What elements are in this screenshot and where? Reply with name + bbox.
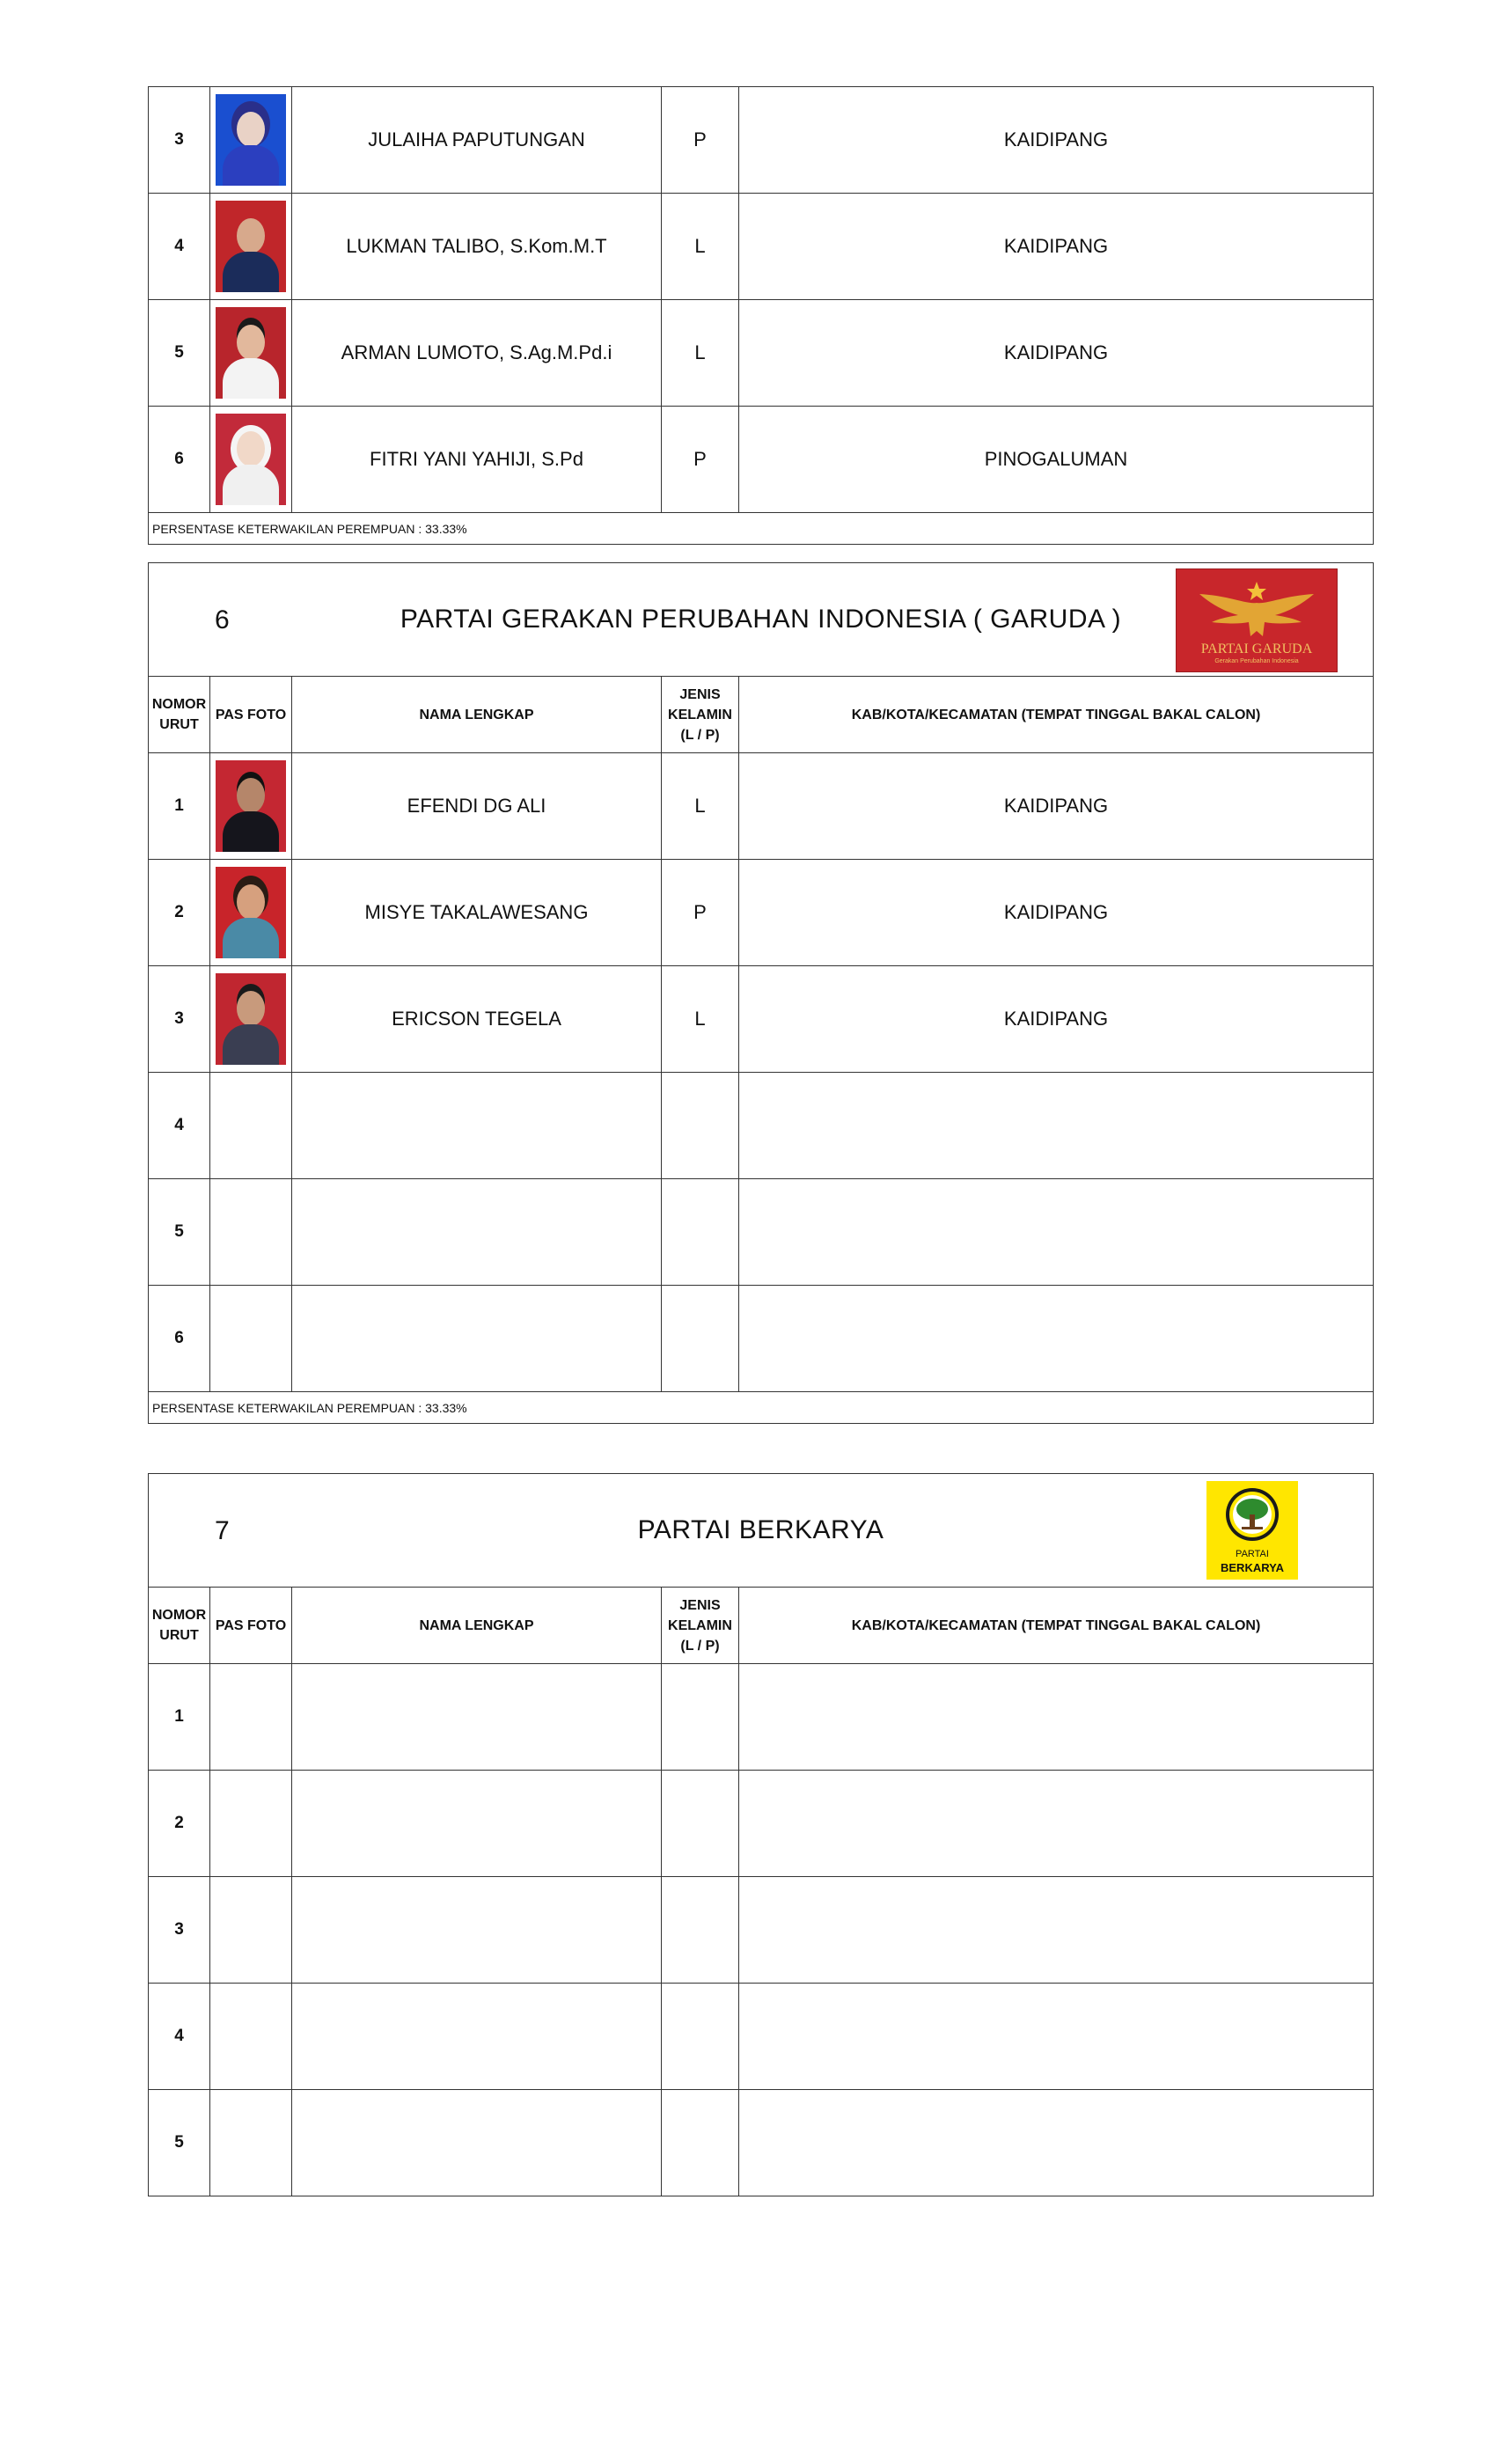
candidate-name: EFENDI DG ALI xyxy=(292,753,662,860)
row-number: 3 xyxy=(149,1877,210,1984)
candidate-address: KAIDIPANG xyxy=(739,87,1374,194)
candidate-gender xyxy=(662,1664,739,1771)
candidate-gender: L xyxy=(662,966,739,1073)
candidate-address xyxy=(739,2090,1374,2196)
candidate-address xyxy=(739,1286,1374,1392)
table-row xyxy=(149,966,1374,1073)
candidate-gender: L xyxy=(662,300,739,407)
row-number: 2 xyxy=(149,860,210,966)
berkarya-logo-text-1: PARTAI xyxy=(1236,1549,1269,1559)
table-row xyxy=(149,2090,1374,2196)
table-row xyxy=(149,1877,1374,1984)
row-number: 6 xyxy=(149,407,210,513)
garuda-logo-text: PARTAI GARUDA xyxy=(1200,642,1313,656)
candidate-table-garuda xyxy=(148,562,1374,1424)
women-representation-percentage: PERSENTASE KETERWAKILAN PEREMPUAN : 33.33% xyxy=(149,513,1374,545)
candidate-photo xyxy=(210,300,292,407)
candidate-photo xyxy=(210,860,292,966)
banyan-tree-icon xyxy=(1206,1481,1298,1546)
candidate-photo xyxy=(210,87,292,194)
row-number: 4 xyxy=(149,1073,210,1179)
row-number: 1 xyxy=(149,1664,210,1771)
candidate-photo xyxy=(210,1877,292,1984)
berkarya-logo-text-2: BERKARYA xyxy=(1221,1561,1284,1574)
candidate-address: KAIDIPANG xyxy=(739,753,1374,860)
candidate-name xyxy=(292,1179,662,1286)
candidate-name: ARMAN LUMOTO, S.Ag.M.Pd.i xyxy=(292,300,662,407)
header-nama-lengkap: NAMA LENGKAP xyxy=(292,1588,662,1664)
table-row xyxy=(149,860,1374,966)
row-number: 5 xyxy=(149,2090,210,2196)
candidate-address xyxy=(739,1664,1374,1771)
candidate-photo xyxy=(210,194,292,300)
header-kab-kota: KAB/KOTA/KECAMATAN (TEMPAT TINGGAL BAKAL CALON) xyxy=(739,677,1374,753)
candidate-name xyxy=(292,1073,662,1179)
women-representation-percentage: PERSENTASE KETERWAKILAN PEREMPUAN : 33.33% xyxy=(149,1392,1374,1424)
header-pas-foto: PAS FOTO xyxy=(210,677,292,753)
candidate-name xyxy=(292,1877,662,1984)
candidate-gender: P xyxy=(662,860,739,966)
row-number: 4 xyxy=(149,194,210,300)
candidate-name xyxy=(292,1286,662,1392)
candidate-address xyxy=(739,1073,1374,1179)
header-nama-lengkap: NAMA LENGKAP xyxy=(292,677,662,753)
party-number: 7 xyxy=(215,1516,230,1545)
document-page xyxy=(148,86,1374,2196)
table-row xyxy=(149,1984,1374,2090)
candidate-photo xyxy=(210,1664,292,1771)
candidate-photo xyxy=(210,1179,292,1286)
candidate-photo xyxy=(210,407,292,513)
candidate-name: ERICSON TEGELA xyxy=(292,966,662,1073)
candidate-address: PINOGALUMAN xyxy=(739,407,1374,513)
candidate-gender xyxy=(662,2090,739,2196)
garuda-logo-subtext: Gerakan Perubahan Indonesia xyxy=(1214,658,1299,664)
candidate-gender xyxy=(662,1073,739,1179)
table-header xyxy=(149,677,1374,753)
candidate-table-previous-party xyxy=(148,86,1374,545)
candidate-name: JULAIHA PAPUTUNGAN xyxy=(292,87,662,194)
table-row xyxy=(149,753,1374,860)
candidate-gender: L xyxy=(662,194,739,300)
candidate-gender xyxy=(662,1286,739,1392)
party-number: 6 xyxy=(215,605,230,634)
candidate-name xyxy=(292,1771,662,1877)
header-pas-foto: PAS FOTO xyxy=(210,1588,292,1664)
candidate-gender: L xyxy=(662,753,739,860)
candidate-address: KAIDIPANG xyxy=(739,860,1374,966)
candidate-table-berkarya xyxy=(148,1473,1374,2196)
candidate-name: FITRI YANI YAHIJI, S.Pd xyxy=(292,407,662,513)
berkarya-party-logo xyxy=(1206,1481,1298,1580)
table-row xyxy=(149,1073,1374,1179)
candidate-photo xyxy=(210,2090,292,2196)
candidate-gender xyxy=(662,1179,739,1286)
header-nomor-urut: NOMOR URUT xyxy=(149,677,210,753)
candidate-photo xyxy=(210,966,292,1073)
candidate-name xyxy=(292,1664,662,1771)
candidate-address: KAIDIPANG xyxy=(739,194,1374,300)
table-row xyxy=(149,1664,1374,1771)
header-jenis-kelamin: JENIS KELAMIN (L / P) xyxy=(662,677,739,753)
candidate-photo xyxy=(210,1286,292,1392)
table-header xyxy=(149,1588,1374,1664)
candidate-name xyxy=(292,2090,662,2196)
candidate-name xyxy=(292,1984,662,2090)
row-number: 5 xyxy=(149,1179,210,1286)
candidate-address: KAIDIPANG xyxy=(739,966,1374,1073)
header-nomor-urut: NOMOR URUT xyxy=(149,1588,210,1664)
row-number: 5 xyxy=(149,300,210,407)
header-jenis-kelamin: JENIS KELAMIN (L / P) xyxy=(662,1588,739,1664)
header-kab-kota: KAB/KOTA/KECAMATAN (TEMPAT TINGGAL BAKAL CALON) xyxy=(739,1588,1374,1664)
candidate-address xyxy=(739,1179,1374,1286)
candidate-address xyxy=(739,1877,1374,1984)
candidate-gender xyxy=(662,1877,739,1984)
table-row xyxy=(149,1179,1374,1286)
candidate-gender: P xyxy=(662,407,739,513)
row-number: 4 xyxy=(149,1984,210,2090)
candidate-gender: P xyxy=(662,87,739,194)
candidate-gender xyxy=(662,1771,739,1877)
candidate-gender xyxy=(662,1984,739,2090)
table-row xyxy=(149,194,1374,300)
table-row xyxy=(149,407,1374,513)
candidate-photo xyxy=(210,1073,292,1179)
candidate-address xyxy=(739,1984,1374,2090)
party-name: PARTAI BERKARYA xyxy=(637,1515,884,1544)
candidate-address: KAIDIPANG xyxy=(739,300,1374,407)
candidate-name: LUKMAN TALIBO, S.Kom.M.T xyxy=(292,194,662,300)
table-row xyxy=(149,1286,1374,1392)
row-number: 3 xyxy=(149,966,210,1073)
row-number: 3 xyxy=(149,87,210,194)
candidate-address xyxy=(739,1771,1374,1877)
candidate-photo xyxy=(210,753,292,860)
table-row xyxy=(149,300,1374,407)
table-row xyxy=(149,87,1374,194)
row-number: 2 xyxy=(149,1771,210,1877)
garuda-party-logo xyxy=(1176,568,1338,672)
candidate-name: MISYE TAKALAWESANG xyxy=(292,860,662,966)
candidate-photo xyxy=(210,1984,292,2090)
candidate-photo xyxy=(210,1771,292,1877)
table-row xyxy=(149,1771,1374,1877)
party-name: PARTAI GERAKAN PERUBAHAN INDONESIA ( GARUDA ) xyxy=(400,605,1122,634)
row-number: 1 xyxy=(149,753,210,860)
row-number: 6 xyxy=(149,1286,210,1392)
